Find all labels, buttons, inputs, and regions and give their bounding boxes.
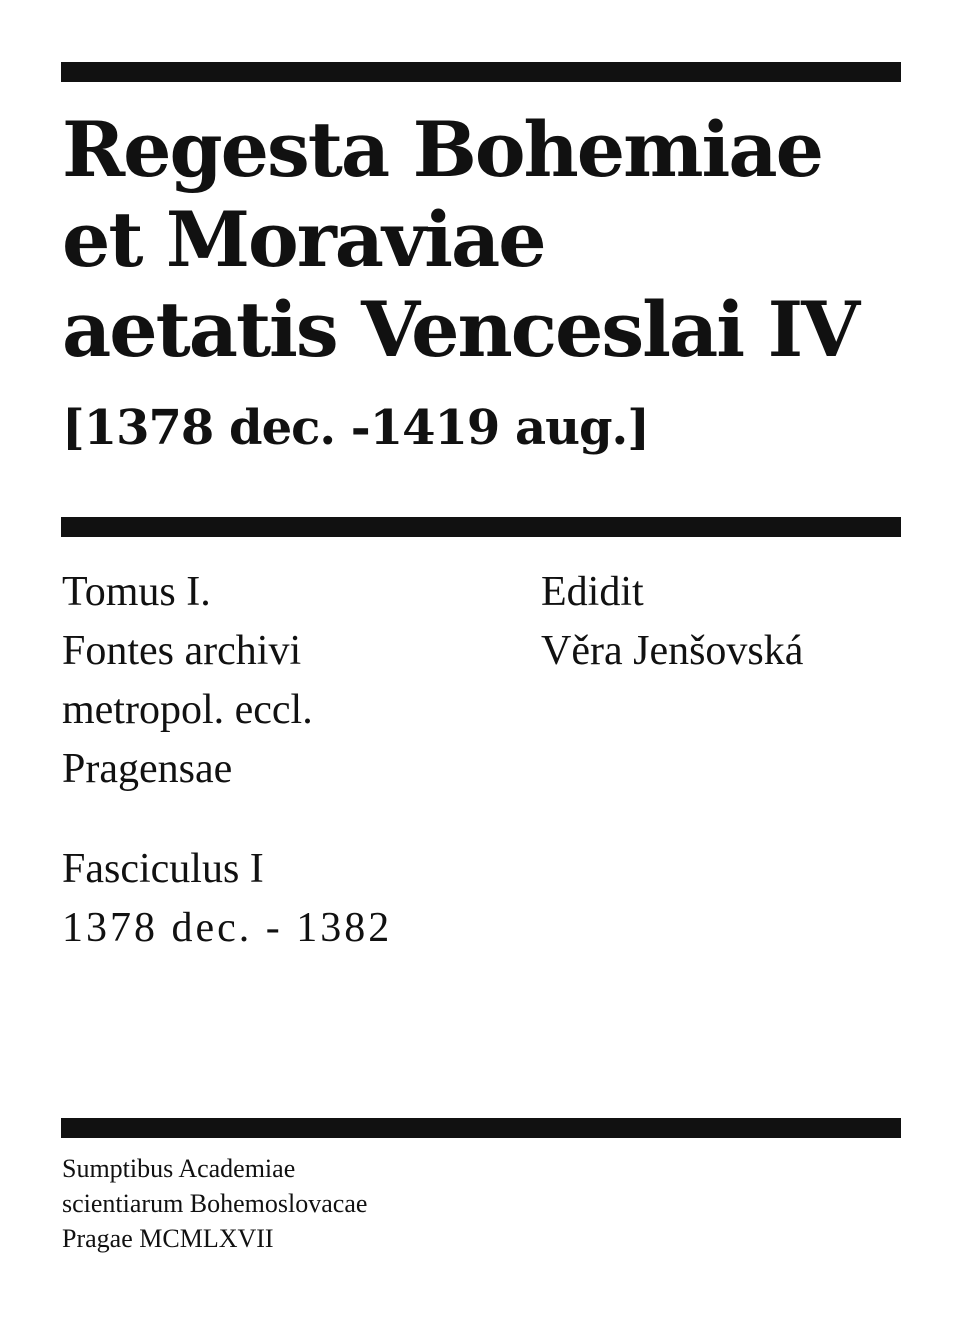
publisher-line-2: scientiarum Bohemoslovacae (62, 1189, 368, 1218)
tomus-line-2: Fontes archivi (62, 628, 302, 674)
publisher-line-3: Pragae MCMLXVII (62, 1224, 274, 1253)
title-line-1: Regesta Bohemiae (62, 105, 823, 194)
editor-block (541, 563, 803, 681)
title-line-2: et Moraviae (62, 195, 545, 284)
editor-name: Věra Jenšovská (541, 628, 804, 674)
tomus-line-3: metropol. eccl. (62, 687, 313, 733)
fasciculus-range: 1378 dec. - 1382 (62, 905, 393, 951)
tomus-block (62, 563, 313, 799)
tomus-line-4: Pragensae (62, 746, 233, 792)
fasciculus-block (62, 840, 392, 958)
title-line-3: aetatis Venceslai IV (62, 285, 859, 374)
middle-rule (61, 517, 901, 537)
tomus-line-1: Tomus I. (62, 569, 211, 615)
editor-label: Edidit (541, 569, 644, 615)
book-title (62, 105, 858, 375)
top-rule (61, 62, 901, 82)
publisher-line-1: Sumptibus Academiae (62, 1154, 296, 1183)
date-range: [1378 dec. -1419 aug.] (62, 400, 649, 456)
publisher-block (62, 1151, 367, 1256)
fasciculus-label: Fasciculus I (62, 846, 264, 892)
bottom-rule (61, 1118, 901, 1138)
